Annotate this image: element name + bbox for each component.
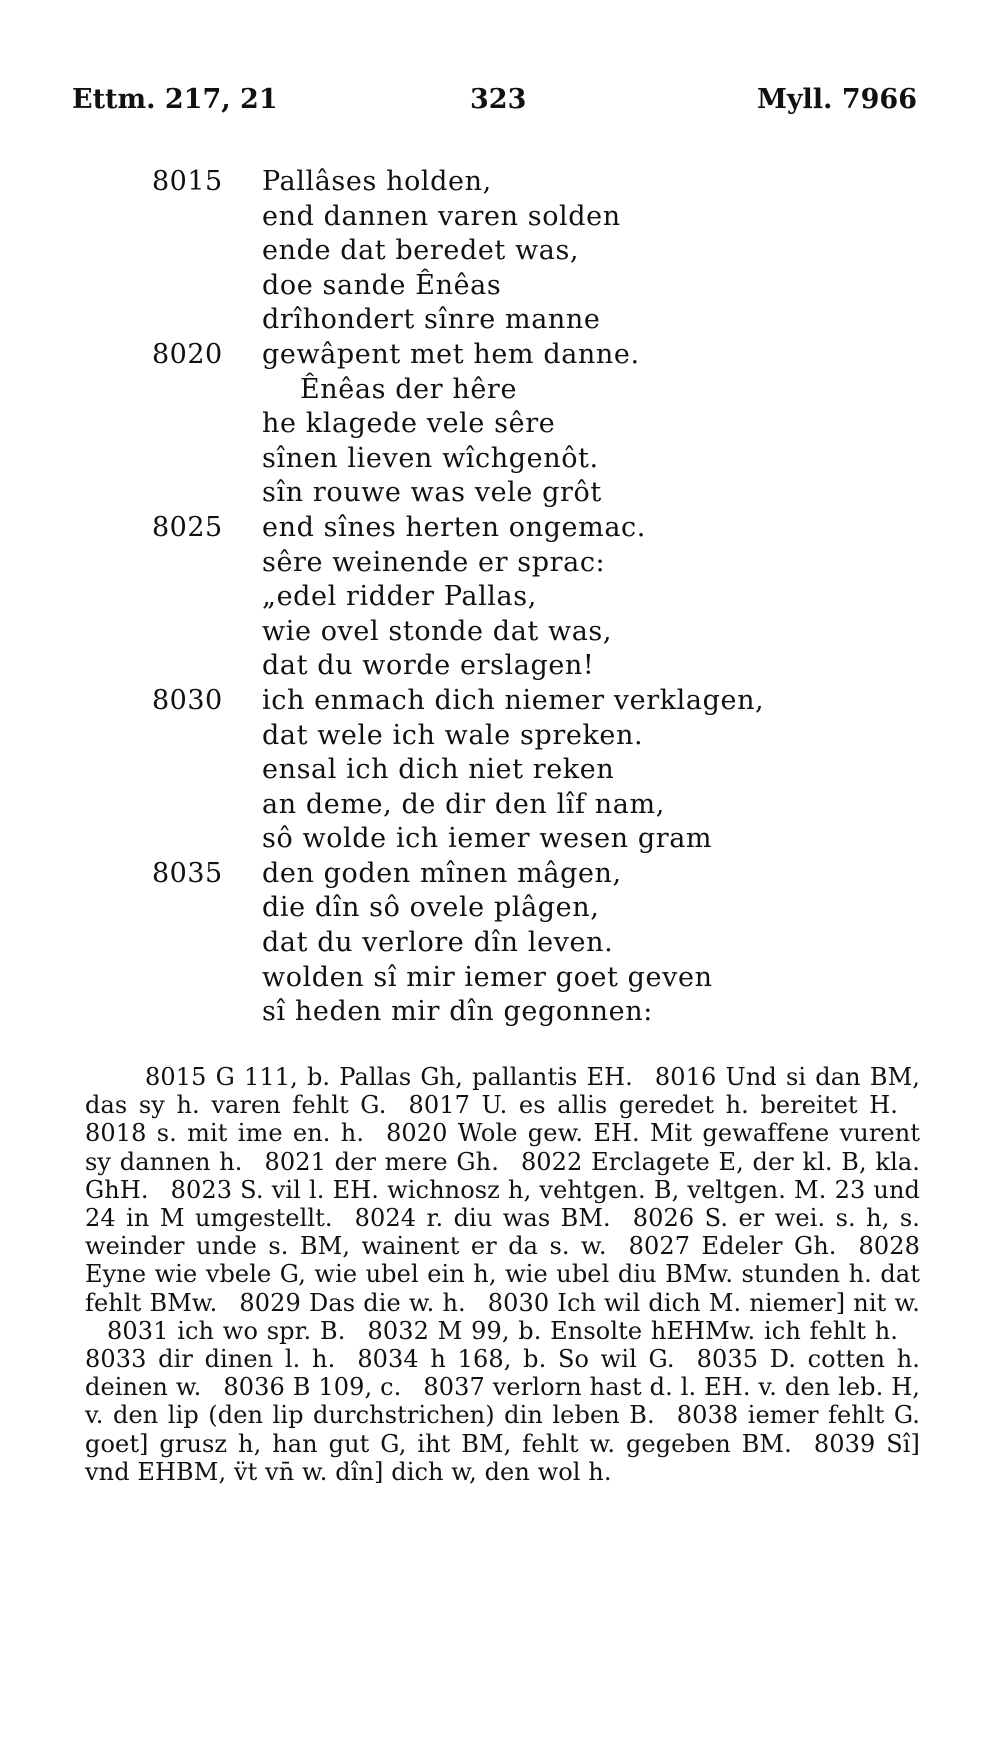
apparatus-note: 8028 Eyne wie vbele G, wie ubel ein h, wie ubel diu BMw. stunden h. dat fehlt BMw. [85,1232,920,1317]
verse-text-line: drîhondert sînre manne [262,304,601,336]
verse-text-line: dat du verlore dîn leven. [262,927,614,959]
verse-text-line: den goden mînen mâgen, [262,857,622,889]
verse-line [0,303,1000,338]
verse-text-line: sêre weinende er sprac: [262,546,606,578]
apparatus-note: 8026 S. er wei. s. h, s. weinder unde s. BM, wainent er da s. w. [85,1204,920,1261]
verse-line [0,269,1000,304]
verse-line [0,165,1000,200]
verse-line [0,442,1000,477]
apparatus-note: 8031 ich wo spr. B. [107,1316,346,1345]
apparatus-note: 8027 Edeler Gh. [628,1232,837,1261]
header-left-reference: Ettm. 217, 21 [72,84,278,115]
verse-text-line: dat wele ich wale spreken. [262,719,644,751]
apparatus-note: 8029 Das die w. h. [239,1288,466,1317]
apparatus-note: 8022 Erclagete E, der kl. B, kla. GhH. [85,1147,920,1204]
apparatus-note: 8032 M 99, b. Ensolte hEHMw. ich fehlt h. [367,1316,898,1345]
verse-text-line: ende dat beredet was, [262,235,580,267]
apparatus-note: 8036 B 109, c. [223,1373,402,1402]
verse-line [0,857,1000,892]
line-number: 8020 [152,338,223,370]
page-header [72,84,917,124]
line-number: 8030 [152,684,223,716]
apparatus-note: 8020 Wole gew. EH. Mit gewaffene vurent sy dannen h. [85,1119,920,1176]
verse-line [0,961,1000,996]
verse-line [0,719,1000,754]
verse-text-line: „edel ridder Pallas, [262,581,537,613]
verse-text-line: end sînes herten ongemac. [262,511,646,543]
verse-text-line: die dîn sô ovele plâgen, [262,892,600,924]
apparatus-note: 8035 D. cotten h. deinen w. [85,1345,920,1402]
apparatus-note: 8017 U. es allis geredet h. bereitet H. [408,1091,898,1120]
verse-line [0,788,1000,823]
page-number: 323 [470,84,527,115]
verse-text-line: gewâpent met hem danne. [262,338,640,370]
verse-text-line: he klagede vele sêre [262,408,556,440]
verse-text-line: wolden sî mir iemer goet geven [262,961,713,993]
apparatus-note: 8030 Ich wil dich M. niemer] nit w. [487,1288,920,1317]
verse-text-line: dat du worde erslagen! [262,650,595,682]
verse-text-line: Ênêas der hêre [300,373,518,405]
verse-line [0,200,1000,235]
verse-line [0,338,1000,373]
verse-text-line: sî heden mir dîn gegonnen: [262,996,653,1028]
verse-text [0,165,1000,1030]
verse-text-line: sîn rouwe was vele grôt [262,477,602,509]
verse-line [0,580,1000,615]
verse-text-line: sînen lieven wîchgenôt. [262,442,599,474]
line-number: 8025 [152,511,223,543]
apparatus-note: 8024 r. diu was BM. [354,1204,611,1233]
verse-line [0,373,1000,408]
verse-text-line: an deme, de dir den lîf nam, [262,788,665,820]
verse-line [0,511,1000,546]
apparatus-note: 8016 Und si dan BM, das sy h. varen fehlt G. [85,1063,920,1120]
apparatus-note: 8018 s. mit ime en. h. [85,1119,365,1148]
verse-line [0,926,1000,961]
verse-line [0,476,1000,511]
apparatus-note: 8033 dir dinen l. h. [85,1345,336,1374]
verse-line [0,649,1000,684]
verse-text-line: ensal ich dich niet reken [262,754,615,786]
apparatus-note: 8039 Sî] vnd EHBM, v̈t vn̄ w. dîn] dich w, den wol h. [85,1429,920,1486]
verse-line [0,891,1000,926]
verse-text-line: sô wolde ich iemer wesen gram [262,823,713,855]
verse-text-line: wie ovel stonde dat was, [262,615,613,647]
line-number: 8015 [152,166,223,197]
apparatus-note: 8015 G 111, b. Pallas Gh, pallantis EH. [145,1063,633,1091]
verse-line [0,407,1000,442]
verse-line [0,822,1000,857]
apparatus-note: 8034 h 168, b. So wil G. [357,1345,675,1374]
verse-line [0,546,1000,581]
verse-text-line: Pallâses holden, [262,166,492,197]
verse-line [0,234,1000,269]
verse-line [0,753,1000,788]
line-number: 8035 [152,857,223,889]
apparatus-note: 8038 iemer fehlt G. goet] grusz h, han gut G, iht BM, fehlt w. gegeben BM. [85,1401,920,1458]
verse-line [0,684,1000,719]
verse-text-line: doe sande Ênêas [262,269,502,301]
header-right-reference: Myll. 7966 [756,84,917,115]
critical-apparatus [85,1063,920,1486]
apparatus-note: 8023 S. vil l. EH. wichnosz h, vehtgen. B, veltgen. M. 23 und 24 in M umgestellt. [85,1175,920,1233]
verse-line [0,615,1000,650]
verse-line [0,995,1000,1030]
apparatus-note: 8021 der mere Gh. [264,1147,499,1176]
verse-text-line: end dannen varen solden [262,200,621,232]
verse-text-line: ich enmach dich niemer verklagen, [262,684,765,716]
apparatus-note: 8037 verlorn hast d. l. EH. v. den leb. H, v. den lip (den lip durchstrichen) din leben B. [85,1373,921,1430]
